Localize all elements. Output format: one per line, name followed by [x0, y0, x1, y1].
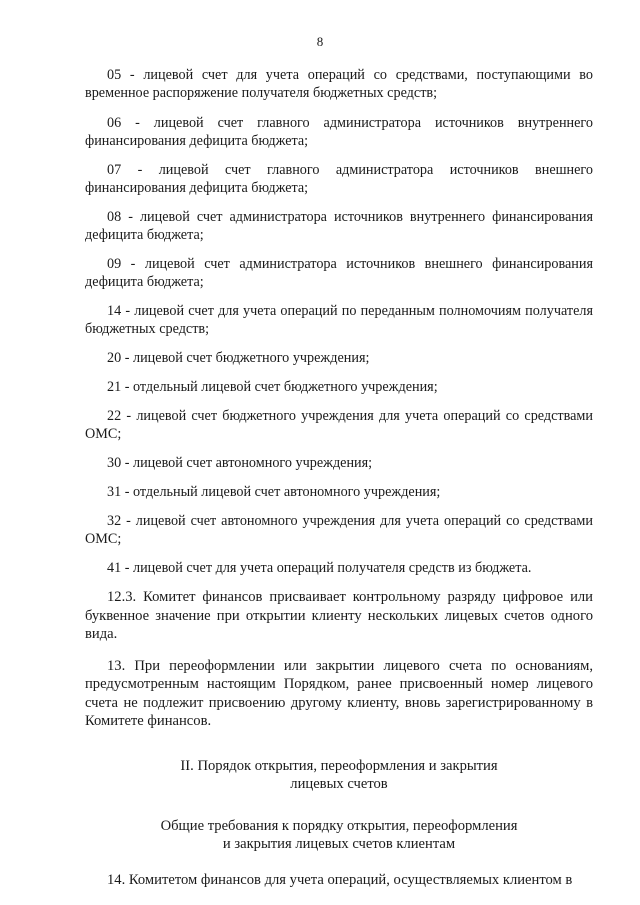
account-type-31: 31 - отдельный лицевой счет автономного учреждения; — [107, 484, 441, 500]
account-type-06: 06 - лицевой счет главного администратора источников внутреннего финансирования дефицита бюджета; — [85, 115, 593, 149]
account-type-14: 14 - лицевой счет для учета операций по переданным полномочиям получателя бюджетных средств; — [85, 303, 593, 337]
subheading-line2: и закрытия лицевых счетов клиентам — [222, 835, 456, 852]
paragraph-14-start: 14. Комитетом финансов для учета операций, осуществляемых клиентом в — [107, 871, 573, 888]
paragraph-13: 13. При переоформлении или закрытии лицевого счета по основаниям, предусмотренным настоящим Порядком, ранее присвоенный номер лицевого счета не подлежит присвоению другому клиенту, вновь зарегистрированному в Комитете финансов. — [85, 657, 593, 729]
page-number: 8 — [316, 34, 324, 49]
section-heading-line1: II. Порядок открытия, переоформления и закрытия — [180, 757, 498, 774]
account-type-09: 09 - лицевой счет администратора источников внешнего финансирования дефицита бюджета; — [85, 256, 593, 290]
subheading — [85, 817, 593, 853]
section-heading-line2: лицевых счетов — [290, 775, 388, 792]
account-type-21: 21 - отдельный лицевой счет бюджетного учреждения; — [107, 379, 438, 395]
section-heading — [85, 757, 593, 793]
account-type-41: 41 - лицевой счет для учета операций получателя средств из бюджета. — [107, 560, 532, 576]
account-type-05: 05 - лицевой счет для учета операций со средствами, поступающими во временное распоряжение получателя бюджетных средств; — [85, 67, 593, 101]
account-type-30: 30 - лицевой счет автономного учреждения; — [107, 455, 373, 471]
account-type-32: 32 - лицевой счет автономного учреждения для учета операций со средствами ОМС; — [85, 513, 593, 547]
document-body — [85, 66, 593, 889]
account-type-07: 07 - лицевой счет главного администратора источников внешнего финансирования дефицита бюджета; — [85, 162, 593, 196]
account-type-20: 20 - лицевой счет бюджетного учреждения; — [107, 350, 370, 366]
subheading-line1: Общие требования к порядку открытия, переоформления — [160, 817, 518, 834]
account-type-22: 22 - лицевой счет бюджетного учреждения для учета операций со средствами ОМС; — [85, 408, 593, 442]
paragraph-12-3: 12.3. Комитет финансов присваивает контрольному разряду цифровое или буквенное значение при открытии клиенту нескольких лицевых счетов одного вида. — [85, 589, 593, 642]
account-type-08: 08 - лицевой счет администратора источников внутреннего финансирования дефицита бюджета; — [85, 209, 593, 243]
